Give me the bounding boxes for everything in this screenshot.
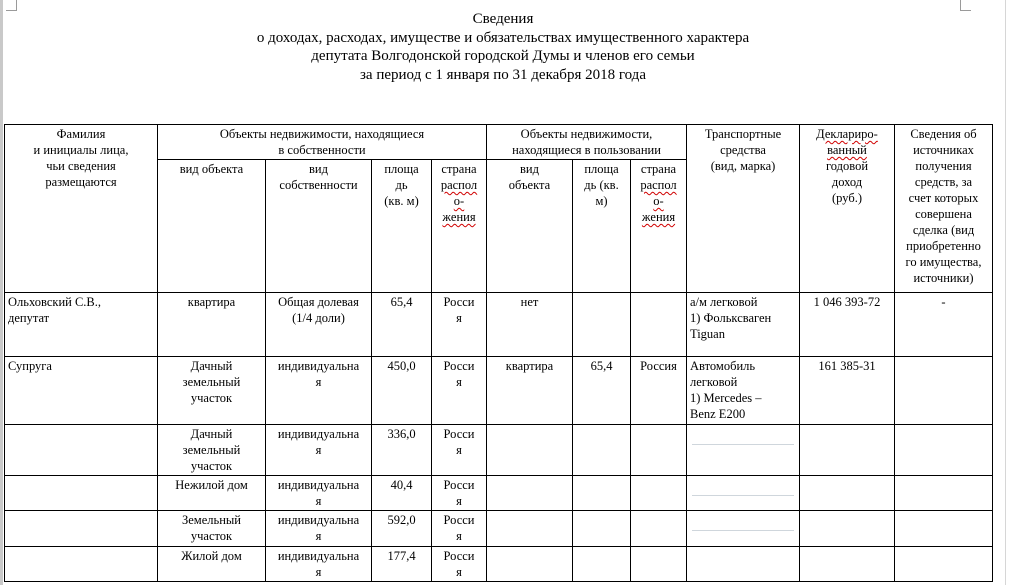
cell-owned-ownership: Общая долевая (1/4 доли) [266, 293, 372, 357]
title-line-4: за период с 1 января по 31 декабря 2018 года [360, 66, 646, 83]
header-line: жения [641, 210, 676, 224]
cell-owned-area: 40,4 [372, 476, 432, 511]
header-income [800, 125, 895, 293]
header-owned-type: вид объекта [158, 160, 266, 293]
cell-income: 161 385-31 [800, 357, 895, 425]
cell-used-area [573, 511, 631, 547]
document-title [0, 10, 1006, 84]
cell-income [800, 511, 895, 547]
declaration-table [4, 124, 993, 582]
cell-name: Супруга [5, 357, 158, 425]
cell-income [800, 476, 895, 511]
cell-owned-country: Росси я [432, 293, 487, 357]
table-row [5, 357, 993, 425]
header-owned-ownership: вид собственности [266, 160, 372, 293]
header-used-group: Объекты недвижимости, находящиеся в пользовании [487, 125, 687, 160]
cell-owned-country: Росси я [432, 357, 487, 425]
table-row [5, 425, 993, 476]
page-right-margin [1005, 0, 1024, 585]
header-owned-group: Объекты недвижимости, находящиеся в собственности [158, 125, 487, 160]
table-row [5, 293, 993, 357]
cell-owned-ownership: индивидуальна я [266, 357, 372, 425]
cell-owned-ownership: индивидуальна я [266, 425, 372, 476]
cell-owned-ownership: индивидуальна я [266, 547, 372, 582]
faint-rule [692, 530, 794, 531]
cell-used-country [631, 547, 687, 582]
cell-owned-type: квартира [158, 293, 266, 357]
cell-used-area: 65,4 [573, 357, 631, 425]
header-line: (руб.) [832, 191, 862, 205]
cell-used-type [487, 511, 573, 547]
cell-sources [895, 511, 993, 547]
table-row [5, 476, 993, 511]
header-line: о- [653, 194, 664, 208]
cell-used-country [631, 425, 687, 476]
cell-owned-country: Росси я [432, 511, 487, 547]
cell-sources [895, 357, 993, 425]
cell-used-country [631, 293, 687, 357]
cell-name [5, 511, 158, 547]
cell-transport: Автомобиль легковой 1) Mercedes – Benz E200 [687, 357, 800, 425]
header-transport: Транспортные средства (вид, марка) [687, 125, 800, 293]
cell-owned-type: Земельный участок [158, 511, 266, 547]
cell-owned-ownership: индивидуальна я [266, 511, 372, 547]
header-used-area: площа дь (кв. м) [573, 160, 631, 293]
cell-owned-area: 592,0 [372, 511, 432, 547]
header-used-type: вид объекта [487, 160, 573, 293]
title-line-3: депутата Волгодонской городской Думы и членов его семьи [311, 48, 695, 64]
header-line: о- [453, 194, 465, 208]
cell-owned-area: 336,0 [372, 425, 432, 476]
cell-sources: - [895, 293, 993, 357]
header-line: Деклариро- [816, 127, 878, 141]
cell-transport [687, 547, 800, 582]
cell-used-type: нет [487, 293, 573, 357]
cell-sources [895, 547, 993, 582]
cell-transport: а/м легковой 1) Фольксваген Tiguan [687, 293, 800, 357]
title-line-2: о доходах, расходах, имуществе и обязательствах имущественного характера [256, 29, 750, 46]
cell-used-type [487, 425, 573, 476]
cell-used-area [573, 293, 631, 357]
cell-income [800, 425, 895, 476]
cell-owned-type: Нежилой дом [158, 476, 266, 511]
header-line: страна [640, 162, 677, 176]
cell-owned-country: Росси я [432, 476, 487, 511]
cell-owned-type: Жилой дом [158, 547, 266, 582]
header-line: страна [441, 162, 477, 176]
cell-used-country [631, 511, 687, 547]
cell-owned-area: 65,4 [372, 293, 432, 357]
header-line: рaспол [640, 178, 677, 192]
header-owned-country [432, 160, 487, 293]
cell-owned-type: Дачный земельный участок [158, 425, 266, 476]
cell-owned-ownership: индивидуальна я [266, 476, 372, 511]
cell-used-type: квартира [487, 357, 573, 425]
cell-income [800, 547, 895, 582]
cell-owned-country: Росси я [432, 425, 487, 476]
title-line-1: Сведения [472, 11, 534, 27]
cell-name: Ольховский С.В., депутат [5, 293, 158, 357]
header-sources: Сведения об источниках получения средств, за счет которых совершена сделка (вид приобретенно го имущества, источники) [895, 125, 993, 293]
cell-income: 1 046 393-72 [800, 293, 895, 357]
cell-name [5, 476, 158, 511]
cell-transport [687, 476, 800, 511]
header-name: Фамилия и инициалы лица, чьи сведения размещаются [5, 125, 158, 293]
page-left-edge [0, 0, 3, 585]
cell-name [5, 547, 158, 582]
header-used-country [631, 160, 687, 293]
cell-sources [895, 476, 993, 511]
table-row [5, 547, 993, 582]
faint-rule [692, 444, 794, 445]
cell-owned-country: Росси я [432, 547, 487, 582]
cell-used-type [487, 547, 573, 582]
header-line: годовой [825, 159, 869, 173]
cell-owned-type: Дачный земельный участок [158, 357, 266, 425]
header-owned-area: площа дь (кв. м) [372, 160, 432, 293]
cell-transport [687, 511, 800, 547]
header-line: ванный [827, 143, 867, 157]
cell-owned-area: 177,4 [372, 547, 432, 582]
cell-used-area [573, 476, 631, 511]
faint-rule [692, 495, 794, 496]
cell-owned-area: 450,0 [372, 357, 432, 425]
cell-used-area [573, 547, 631, 582]
cell-name [5, 425, 158, 476]
table-row [5, 511, 993, 547]
cell-transport [687, 425, 800, 476]
cell-used-type [487, 476, 573, 511]
cell-used-country [631, 476, 687, 511]
header-line: рaспол [440, 178, 478, 192]
cell-used-country: Россия [631, 357, 687, 425]
cell-used-area [573, 425, 631, 476]
header-line: доход [831, 175, 863, 189]
header-line: жения [442, 210, 476, 224]
cell-sources [895, 425, 993, 476]
